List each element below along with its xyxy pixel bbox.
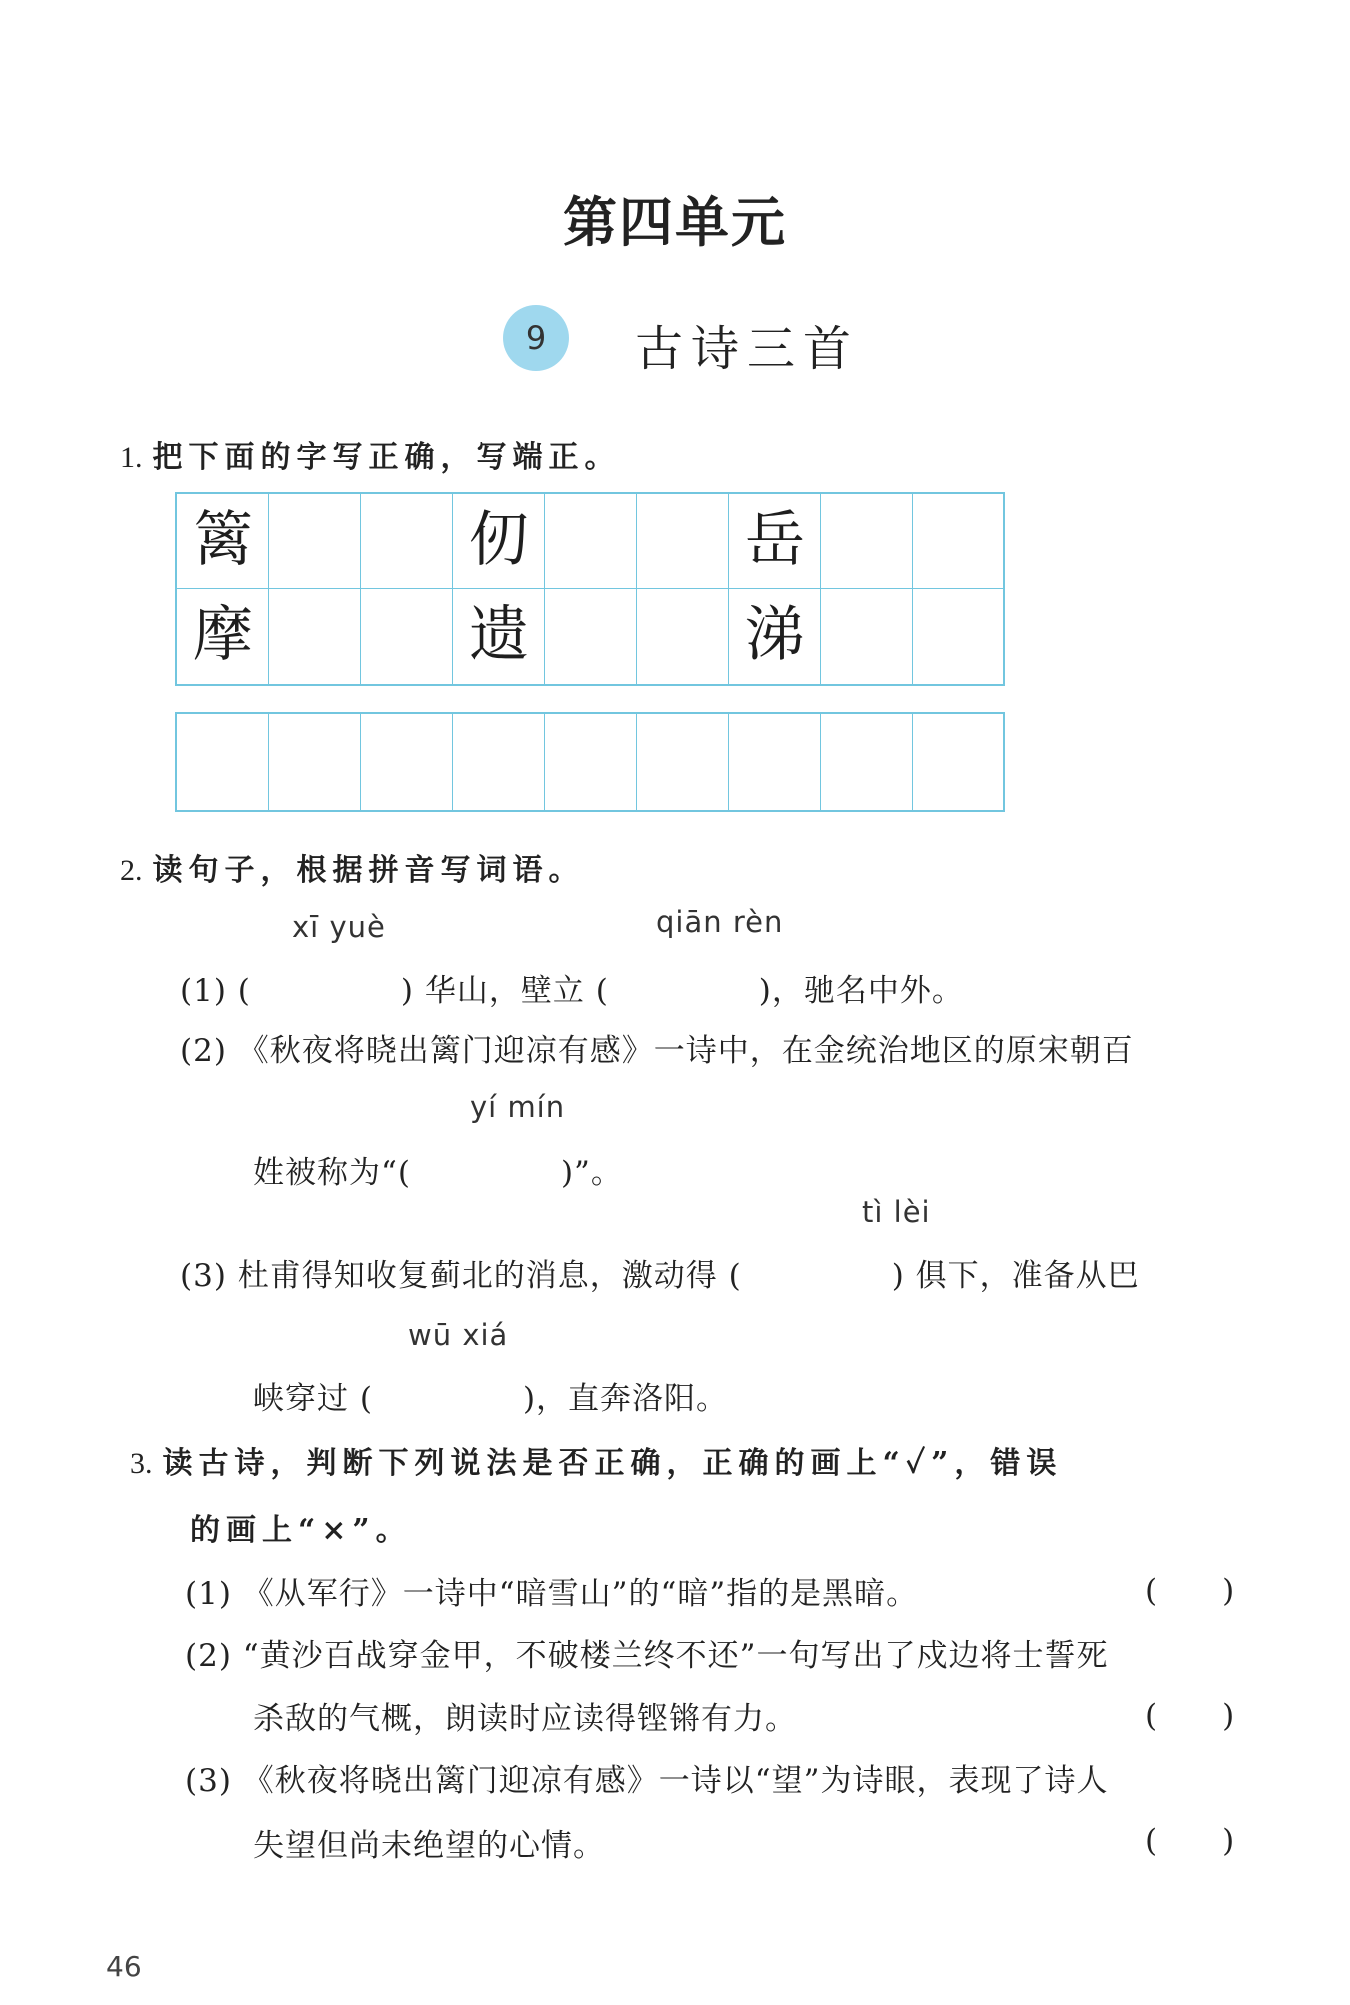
grid-cell[interactable] (637, 494, 729, 589)
statement-3-text-2: 失望但尚未绝望的心情。 (253, 1828, 605, 1864)
question-3-number: 3. (130, 1447, 153, 1480)
question-1-prompt: 把下面的字写正确，写端正。 (152, 440, 621, 475)
grid-cell[interactable] (177, 714, 269, 810)
sentence-1-number: (1) (180, 973, 227, 1009)
grid-cell[interactable] (269, 714, 361, 810)
grid-cell[interactable] (545, 589, 637, 684)
question-2-number: 2. (120, 854, 143, 887)
grid-cell[interactable] (913, 714, 1005, 810)
statement-3-line-1 (185, 1755, 1108, 1800)
question-2-prompt: 读句子，根据拼音写词语。 (152, 853, 585, 888)
sentence-1-part-c: )，驰名中外。 (758, 973, 964, 1009)
grid-cell[interactable] (361, 589, 453, 684)
statement-1-number: (1) (185, 1576, 232, 1612)
pinyin-hint-2: yí mín (470, 1090, 566, 1124)
question-3-prompt-1: 读古诗，判断下列说法是否正确，正确的画上“✓”，错误 (162, 1446, 1063, 1481)
model-character: 篱 (193, 505, 253, 575)
statement-2-line-1 (185, 1630, 1108, 1675)
character-writing-grid (175, 492, 1005, 686)
statement-3-number: (3) (185, 1763, 232, 1799)
grid-cell[interactable] (821, 494, 913, 589)
pinyin-hint-3a: tì lèi (862, 1195, 931, 1229)
question-3-heading (130, 1438, 1062, 1482)
grid-cell[interactable] (821, 714, 913, 810)
question-1-number: 1. (120, 441, 143, 474)
sentence-1 (180, 965, 964, 1010)
sentence-2-text-1: 《秋夜将晓出篱门迎凉有感》一诗中，在金统治地区的原宋朝百 (237, 1033, 1134, 1069)
grid-cell[interactable] (269, 494, 361, 589)
sentence-2-number: (2) (180, 1033, 227, 1069)
answer-parentheses-3[interactable]: ( ) (1145, 1823, 1236, 1859)
answer-parentheses-2[interactable]: ( ) (1145, 1698, 1236, 1734)
statement-2-text-1: “黄沙百战穿金甲，不破楼兰终不还”一句写出了戍边将士誓死 (242, 1638, 1109, 1674)
question-3-heading-line-2: 的画上“×”。 (190, 1513, 412, 1548)
grid-cell[interactable] (453, 714, 545, 810)
grid-cell[interactable] (269, 589, 361, 684)
pinyin-hint-3b: wū xiá (408, 1318, 509, 1352)
grid-cell[interactable] (913, 494, 1005, 589)
lesson-title: 古诗三首 (635, 321, 860, 377)
grid-cell[interactable] (361, 494, 453, 589)
page-number: 46 (106, 1950, 142, 1983)
model-character: 遗 (469, 600, 529, 670)
statement-2-text-2: 杀敌的气概，朗读时应读得铿锵有力。 (253, 1701, 797, 1737)
sentence-3-number: (3) (180, 1258, 227, 1294)
sentence-2-line-1 (180, 1025, 1134, 1070)
sentence-1-part-b: ) 华山，壁立 ( (400, 973, 609, 1009)
unit-title: 第四单元 (563, 190, 787, 254)
sentence-3-text-2b: )，直奔洛阳。 (522, 1381, 729, 1417)
answer-parentheses-1[interactable]: ( ) (1145, 1573, 1236, 1609)
model-character: 涕 (745, 600, 805, 670)
grid-cell[interactable] (729, 714, 821, 810)
sentence-2-line-2 (253, 1147, 623, 1192)
grid-cell[interactable] (637, 714, 729, 810)
grid-cell[interactable] (821, 589, 913, 684)
sentence-1-part-a: ( (237, 973, 251, 1009)
sentence-3-text-2a: 峡穿过 ( (253, 1381, 373, 1417)
question-1-heading (120, 432, 621, 476)
lesson-number-badge (503, 305, 569, 371)
grid-cell[interactable] (545, 714, 637, 810)
statement-1 (185, 1568, 918, 1613)
sentence-2-text-2b: )”。 (560, 1155, 623, 1191)
grid-cell[interactable] (361, 714, 453, 810)
sentence-3-text-1b: ) 俱下，准备从巴 (891, 1258, 1140, 1294)
model-character: 岳 (745, 505, 805, 575)
sentence-3-line-2 (253, 1373, 728, 1418)
sentence-3-line-1 (180, 1250, 1140, 1295)
grid-cell[interactable] (637, 589, 729, 684)
pinyin-hint-1b: qiān rèn (656, 905, 784, 939)
statement-3-text-1: 《秋夜将晓出篱门迎凉有感》一诗以“望”为诗眼，表现了诗人 (242, 1763, 1109, 1799)
practice-writing-grid (175, 712, 1005, 812)
pinyin-hint-1a: xī yuè (292, 910, 386, 944)
model-character: 摩 (193, 600, 253, 670)
model-character: 仞 (469, 505, 529, 575)
sentence-2-text-2a: 姓被称为“( (253, 1155, 411, 1191)
grid-cell[interactable] (913, 589, 1005, 684)
statement-1-text: 《从军行》一诗中“暗雪山”的“暗”指的是黑暗。 (242, 1576, 919, 1612)
question-2-heading (120, 845, 585, 889)
lesson-number: 9 (525, 319, 547, 357)
sentence-3-text-1a: 杜甫得知收复蓟北的消息，激动得 ( (237, 1258, 742, 1294)
grid-cell[interactable] (545, 494, 637, 589)
statement-2-number: (2) (185, 1638, 232, 1674)
